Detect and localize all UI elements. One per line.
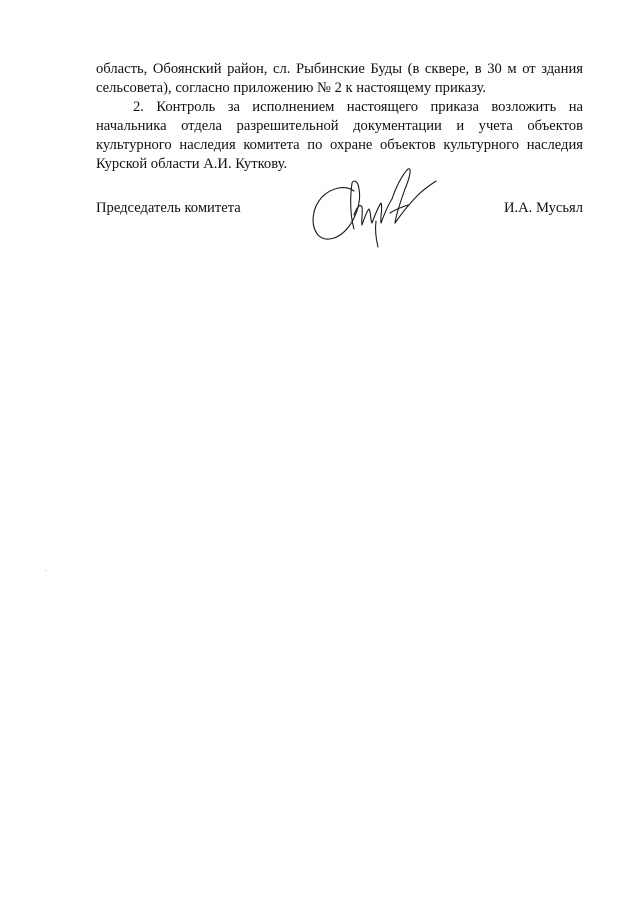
signatory-position: Председатель комитета (96, 200, 241, 216)
text-line: Курской области А.И. Куткову. (96, 156, 288, 172)
scan-speck (45, 570, 46, 571)
handwritten-signature (306, 163, 440, 249)
document-body (96, 60, 583, 174)
text-line: культурного наследия комитета по охране объектов культурного наследия (96, 137, 583, 153)
paragraph-start-line: 2. Контроль за исполнением настоящего приказа возложить на (133, 99, 583, 115)
text-line: область, Обоянский район, сл. Рыбинские Буды (в сквере, в 30 м от здания (96, 61, 583, 77)
text-line: начальника отдела разрешительной документации и учета объектов (96, 118, 583, 134)
signatory-name: И.А. Мусьял (503, 200, 583, 216)
text-line: сельсовета), согласно приложению № 2 к настоящему приказу. (96, 80, 487, 96)
